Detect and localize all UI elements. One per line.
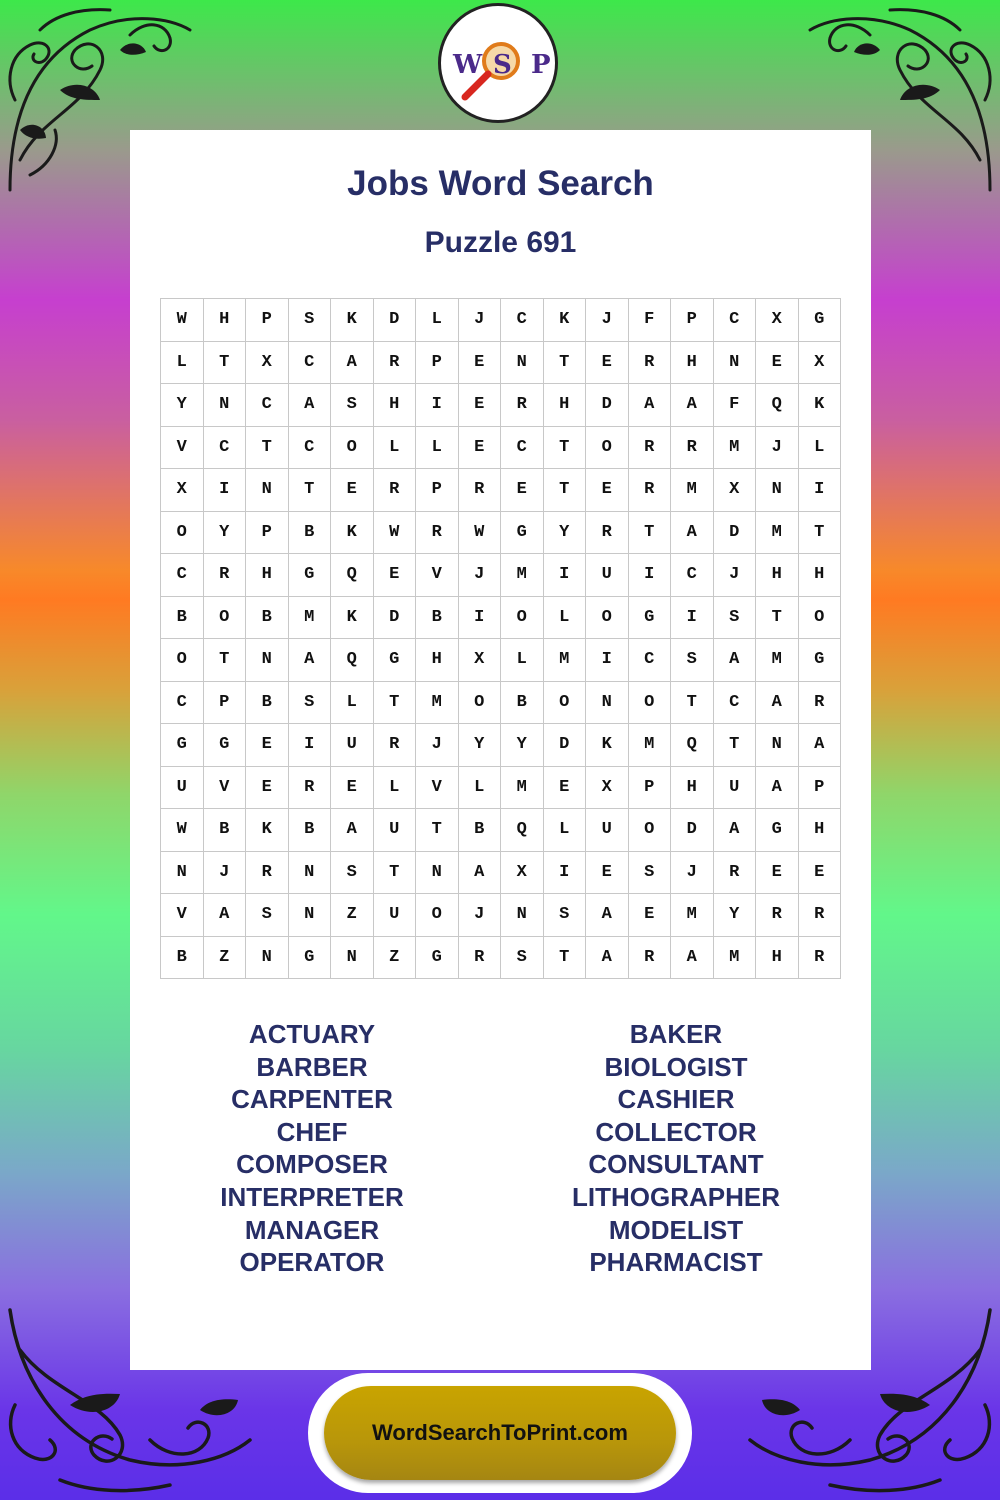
letter-grid [160,298,841,979]
grid-cell[interactable]: E [756,852,799,895]
grid-cell[interactable]: R [629,937,672,980]
grid-cell[interactable]: K [799,384,842,427]
word-list-item: PHARMACIST [589,1247,763,1278]
grid-cell[interactable]: X [586,767,629,810]
grid-cell[interactable]: V [416,767,459,810]
grid-cell[interactable]: C [501,427,544,470]
grid-cell[interactable]: T [544,937,587,980]
grid-cell[interactable]: N [714,342,757,385]
grid-cell[interactable]: E [459,384,502,427]
word-list-left [130,1018,494,1279]
grid-cell[interactable]: A [671,937,714,980]
grid-cell[interactable]: X [756,299,799,342]
grid-cell[interactable]: J [756,427,799,470]
word-list-item: CARPENTER [231,1084,393,1115]
grid-cell[interactable]: C [161,682,204,725]
grid-cell[interactable]: Y [204,512,247,555]
grid-cell[interactable]: G [289,937,332,980]
grid-cell[interactable]: J [671,852,714,895]
grid-cell[interactable]: L [416,427,459,470]
grid-cell[interactable]: L [331,682,374,725]
grid-cell[interactable]: O [416,894,459,937]
grid-cell[interactable]: B [459,809,502,852]
grid-cell[interactable]: B [416,597,459,640]
grid-cell[interactable]: A [756,767,799,810]
grid-cell[interactable]: U [331,724,374,767]
grid-cell[interactable]: X [799,342,842,385]
grid-cell[interactable]: T [799,512,842,555]
grid-cell[interactable]: N [501,894,544,937]
grid-cell[interactable]: M [756,512,799,555]
grid-cell[interactable]: H [204,299,247,342]
grid-cell[interactable]: E [586,469,629,512]
word-list-item: OPERATOR [239,1247,385,1278]
grid-cell[interactable]: O [459,682,502,725]
grid-cell[interactable]: S [246,894,289,937]
grid-cell[interactable]: W [374,512,417,555]
word-list-item: COMPOSER [236,1149,388,1180]
word-list-item: BAKER [629,1019,723,1049]
grid-cell[interactable]: O [204,597,247,640]
grid-cell[interactable]: B [501,682,544,725]
grid-cell[interactable]: A [714,639,757,682]
grid-cell[interactable]: A [331,342,374,385]
grid-cell[interactable]: A [586,894,629,937]
logo-letter-s: S [493,50,512,80]
grid-cell[interactable]: J [416,724,459,767]
grid-cell[interactable]: T [544,469,587,512]
grid-cell[interactable]: I [416,384,459,427]
grid-cell[interactable]: U [374,894,417,937]
grid-cell[interactable]: G [629,597,672,640]
grid-cell[interactable]: N [501,342,544,385]
grid-cell[interactable]: R [586,512,629,555]
grid-cell[interactable]: I [289,724,332,767]
grid-cell[interactable]: R [374,469,417,512]
logo-letter-w: W [453,50,483,80]
grid-cell[interactable]: X [501,852,544,895]
grid-cell[interactable]: J [586,299,629,342]
grid-cell[interactable]: R [629,427,672,470]
grid-cell[interactable]: I [629,554,672,597]
grid-cell[interactable]: Q [671,724,714,767]
grid-cell[interactable]: L [544,597,587,640]
grid-cell[interactable]: C [161,554,204,597]
grid-cell[interactable]: Z [204,937,247,980]
grid-cell[interactable]: A [289,639,332,682]
grid-cell[interactable]: R [799,894,842,937]
site-logo[interactable] [438,3,558,123]
puzzle-number: Puzzle 691 [424,226,577,259]
grid-cell[interactable]: L [501,639,544,682]
grid-cell[interactable]: S [501,937,544,980]
grid-cell[interactable]: B [246,682,289,725]
grid-cell[interactable]: S [714,597,757,640]
grid-cell[interactable]: K [331,597,374,640]
grid-cell[interactable]: B [289,809,332,852]
grid-cell[interactable]: R [756,894,799,937]
grid-cell[interactable]: F [714,384,757,427]
logo-letter-p: P [531,50,551,80]
grid-cell[interactable]: A [799,724,842,767]
grid-cell[interactable]: H [756,554,799,597]
grid-cell[interactable]: I [459,597,502,640]
grid-cell[interactable]: N [204,384,247,427]
grid-cell[interactable]: L [374,427,417,470]
grid-cell[interactable]: O [331,427,374,470]
grid-cell[interactable]: U [714,767,757,810]
grid-cell[interactable]: G [799,639,842,682]
grid-cell[interactable]: F [629,299,672,342]
grid-cell[interactable]: W [161,809,204,852]
grid-cell[interactable]: I [204,469,247,512]
grid-cell[interactable]: V [416,554,459,597]
grid-cell[interactable]: U [161,767,204,810]
grid-cell[interactable]: C [204,427,247,470]
grid-cell[interactable]: X [714,469,757,512]
word-list-item: ACTUARY [248,1019,376,1049]
grid-cell[interactable]: G [289,554,332,597]
grid-cell[interactable]: E [331,767,374,810]
grid-cell[interactable]: M [501,767,544,810]
grid-cell[interactable]: C [246,384,289,427]
grid-cell[interactable]: N [756,469,799,512]
grid-cell[interactable]: R [459,469,502,512]
grid-cell[interactable]: M [289,597,332,640]
grid-cell[interactable]: N [246,469,289,512]
grid-cell[interactable]: D [374,299,417,342]
grid-cell[interactable]: M [671,894,714,937]
grid-cell[interactable]: N [289,894,332,937]
grid-cell[interactable]: S [331,852,374,895]
grid-cell[interactable]: R [714,852,757,895]
grid-cell[interactable]: T [289,469,332,512]
grid-cell[interactable]: R [799,682,842,725]
grid-cell[interactable]: D [586,384,629,427]
grid-cell[interactable]: E [331,469,374,512]
grid-cell[interactable]: T [756,597,799,640]
grid-cell[interactable]: H [756,937,799,980]
grid-cell[interactable]: G [799,299,842,342]
grid-cell[interactable]: N [246,639,289,682]
grid-cell[interactable]: J [459,554,502,597]
grid-cell[interactable]: A [204,894,247,937]
grid-cell[interactable]: H [374,384,417,427]
grid-cell[interactable]: P [671,299,714,342]
grid-cell[interactable]: T [204,342,247,385]
word-list-item: CONSULTANT [588,1149,764,1180]
grid-cell[interactable]: A [671,512,714,555]
grid-cell[interactable]: P [246,299,289,342]
grid-cell[interactable]: T [544,342,587,385]
grid-cell[interactable]: K [544,299,587,342]
word-list-item: COLLECTOR [595,1116,757,1147]
grid-cell[interactable]: H [544,384,587,427]
grid-cell[interactable]: O [586,597,629,640]
word-list-item: BIOLOGIST [604,1051,748,1082]
grid-cell[interactable]: O [586,427,629,470]
grid-cell[interactable]: Z [331,894,374,937]
grid-cell[interactable]: A [586,937,629,980]
grid-cell[interactable]: C [629,639,672,682]
grid-cell[interactable]: M [544,639,587,682]
grid-cell[interactable]: V [161,894,204,937]
grid-cell[interactable]: G [416,937,459,980]
grid-cell[interactable]: S [331,384,374,427]
grid-cell[interactable]: L [459,767,502,810]
word-list-item: BARBER [256,1051,368,1082]
grid-cell[interactable]: A [331,809,374,852]
grid-cell[interactable]: E [459,342,502,385]
word-list-item: LITHOGRAPHER [572,1181,780,1212]
grid-cell[interactable]: Z [374,937,417,980]
grid-cell[interactable]: U [374,809,417,852]
grid-cell[interactable]: J [714,554,757,597]
grid-cell[interactable]: L [799,427,842,470]
grid-cell[interactable]: E [799,852,842,895]
grid-cell[interactable]: B [289,512,332,555]
grid-cell[interactable]: M [629,724,672,767]
grid-cell[interactable]: Q [331,554,374,597]
grid-cell[interactable]: M [756,639,799,682]
grid-cell[interactable]: T [544,427,587,470]
grid-cell[interactable]: C [714,682,757,725]
grid-cell[interactable]: A [629,384,672,427]
grid-cell[interactable]: O [501,597,544,640]
grid-cell[interactable]: H [416,639,459,682]
grid-cell[interactable]: O [161,512,204,555]
grid-cell[interactable]: R [289,767,332,810]
grid-cell[interactable]: I [586,639,629,682]
grid-cell[interactable]: V [161,427,204,470]
grid-cell[interactable]: I [544,852,587,895]
grid-cell[interactable]: T [204,639,247,682]
grid-cell[interactable]: M [714,937,757,980]
grid-cell[interactable]: R [501,384,544,427]
grid-cell[interactable]: J [459,894,502,937]
footer [308,1373,692,1493]
grid-cell[interactable]: T [416,809,459,852]
grid-cell[interactable]: U [586,554,629,597]
grid-cell[interactable]: G [161,724,204,767]
grid-cell[interactable]: T [246,427,289,470]
grid-cell[interactable]: J [204,852,247,895]
grid-cell[interactable]: Q [331,639,374,682]
grid-cell[interactable]: Y [544,512,587,555]
grid-cell[interactable]: G [501,512,544,555]
grid-cell[interactable]: Y [161,384,204,427]
grid-cell[interactable]: H [799,554,842,597]
grid-cell[interactable]: L [416,299,459,342]
grid-cell[interactable]: R [416,512,459,555]
grid-cell[interactable]: T [374,852,417,895]
grid-cell[interactable]: H [799,809,842,852]
grid-cell[interactable]: U [586,809,629,852]
grid-cell[interactable]: O [629,809,672,852]
grid-cell[interactable]: N [756,724,799,767]
grid-cell[interactable]: H [671,767,714,810]
grid-cell[interactable]: M [714,427,757,470]
grid-cell[interactable]: Q [501,809,544,852]
grid-cell[interactable]: P [629,767,672,810]
grid-cell[interactable]: S [671,639,714,682]
grid-cell[interactable]: E [501,469,544,512]
grid-cell[interactable]: P [416,469,459,512]
grid-cell[interactable]: E [756,342,799,385]
grid-cell[interactable]: R [629,469,672,512]
grid-cell[interactable]: B [204,809,247,852]
grid-cell[interactable]: S [629,852,672,895]
grid-cell[interactable]: A [714,809,757,852]
grid-cell[interactable]: P [416,342,459,385]
grid-cell[interactable]: P [246,512,289,555]
grid-cell[interactable]: X [161,469,204,512]
grid-cell[interactable]: G [374,639,417,682]
grid-cell[interactable]: N [331,937,374,980]
grid-cell[interactable]: I [671,597,714,640]
grid-cell[interactable]: A [756,682,799,725]
grid-cell[interactable]: G [204,724,247,767]
grid-cell[interactable]: N [586,682,629,725]
grid-cell[interactable]: S [289,299,332,342]
grid-cell[interactable]: A [459,852,502,895]
grid-cell[interactable]: I [799,469,842,512]
grid-cell[interactable]: T [374,682,417,725]
grid-cell[interactable]: T [671,682,714,725]
grid-cell[interactable]: C [289,427,332,470]
grid-cell[interactable]: N [246,937,289,980]
word-list-item: CASHIER [617,1084,735,1115]
puzzle-sheet [130,130,871,1370]
grid-cell[interactable]: O [161,639,204,682]
grid-cell[interactable]: R [374,342,417,385]
grid-cell[interactable]: P [204,682,247,725]
grid-cell[interactable]: Y [501,724,544,767]
grid-cell[interactable]: E [544,767,587,810]
grid-cell[interactable]: K [246,809,289,852]
word-list-right [494,1018,858,1279]
grid-cell[interactable]: S [544,894,587,937]
word-list-item: MANAGER [244,1214,380,1245]
grid-cell[interactable]: A [671,384,714,427]
word-list-item: CHEF [276,1116,348,1147]
grid-cell[interactable]: M [501,554,544,597]
grid-cell[interactable]: G [756,809,799,852]
grid-cell[interactable]: C [289,342,332,385]
grid-cell[interactable]: E [246,767,289,810]
grid-cell[interactable]: H [246,554,289,597]
grid-cell[interactable]: E [586,342,629,385]
grid-cell[interactable]: O [544,682,587,725]
grid-cell[interactable]: K [586,724,629,767]
word-list-item: MODELIST [608,1214,744,1245]
page-title: Jobs Word Search [347,164,654,203]
website-link-button[interactable]: WordSearchToPrint.com [324,1386,676,1480]
grid-cell[interactable]: R [246,852,289,895]
grid-cell[interactable]: E [459,427,502,470]
grid-cell[interactable]: D [671,809,714,852]
grid-cell[interactable]: D [714,512,757,555]
grid-cell[interactable]: I [544,554,587,597]
grid-cell[interactable]: C [501,299,544,342]
grid-cell[interactable]: Y [714,894,757,937]
grid-cell[interactable]: T [714,724,757,767]
grid-cell[interactable]: E [586,852,629,895]
grid-cell[interactable]: R [374,724,417,767]
grid-cell[interactable]: N [416,852,459,895]
grid-cell[interactable]: L [374,767,417,810]
grid-cell[interactable]: S [289,682,332,725]
grid-cell[interactable]: X [459,639,502,682]
grid-cell[interactable]: C [714,299,757,342]
grid-cell[interactable]: M [671,469,714,512]
grid-cell[interactable]: H [671,342,714,385]
grid-cell[interactable]: R [204,554,247,597]
grid-cell[interactable]: W [459,512,502,555]
grid-cell[interactable]: X [246,342,289,385]
grid-cell[interactable]: K [331,512,374,555]
grid-cell[interactable]: V [204,767,247,810]
grid-cell[interactable]: B [161,937,204,980]
grid-cell[interactable]: C [671,554,714,597]
grid-cell[interactable]: J [459,299,502,342]
grid-cell[interactable]: D [374,597,417,640]
grid-cell[interactable]: L [544,809,587,852]
grid-cell[interactable]: R [629,342,672,385]
grid-cell[interactable]: W [161,299,204,342]
grid-cell[interactable]: E [629,894,672,937]
grid-cell[interactable]: E [246,724,289,767]
grid-cell[interactable]: N [161,852,204,895]
grid-cell[interactable]: P [799,767,842,810]
grid-cell[interactable]: Q [756,384,799,427]
grid-cell[interactable]: N [289,852,332,895]
grid-cell[interactable]: L [161,342,204,385]
grid-cell[interactable]: K [331,299,374,342]
grid-cell[interactable]: E [374,554,417,597]
grid-cell[interactable]: R [459,937,502,980]
grid-cell[interactable]: A [289,384,332,427]
grid-cell[interactable]: Y [459,724,502,767]
grid-cell[interactable]: B [161,597,204,640]
grid-cell[interactable]: O [629,682,672,725]
grid-cell[interactable]: B [246,597,289,640]
word-list-item: INTERPRETER [220,1181,404,1212]
word-list [130,1018,871,1279]
grid-cell[interactable]: R [799,937,842,980]
grid-cell[interactable]: R [671,427,714,470]
grid-cell[interactable]: O [799,597,842,640]
grid-cell[interactable]: D [544,724,587,767]
grid-cell[interactable]: T [629,512,672,555]
grid-cell[interactable]: M [416,682,459,725]
